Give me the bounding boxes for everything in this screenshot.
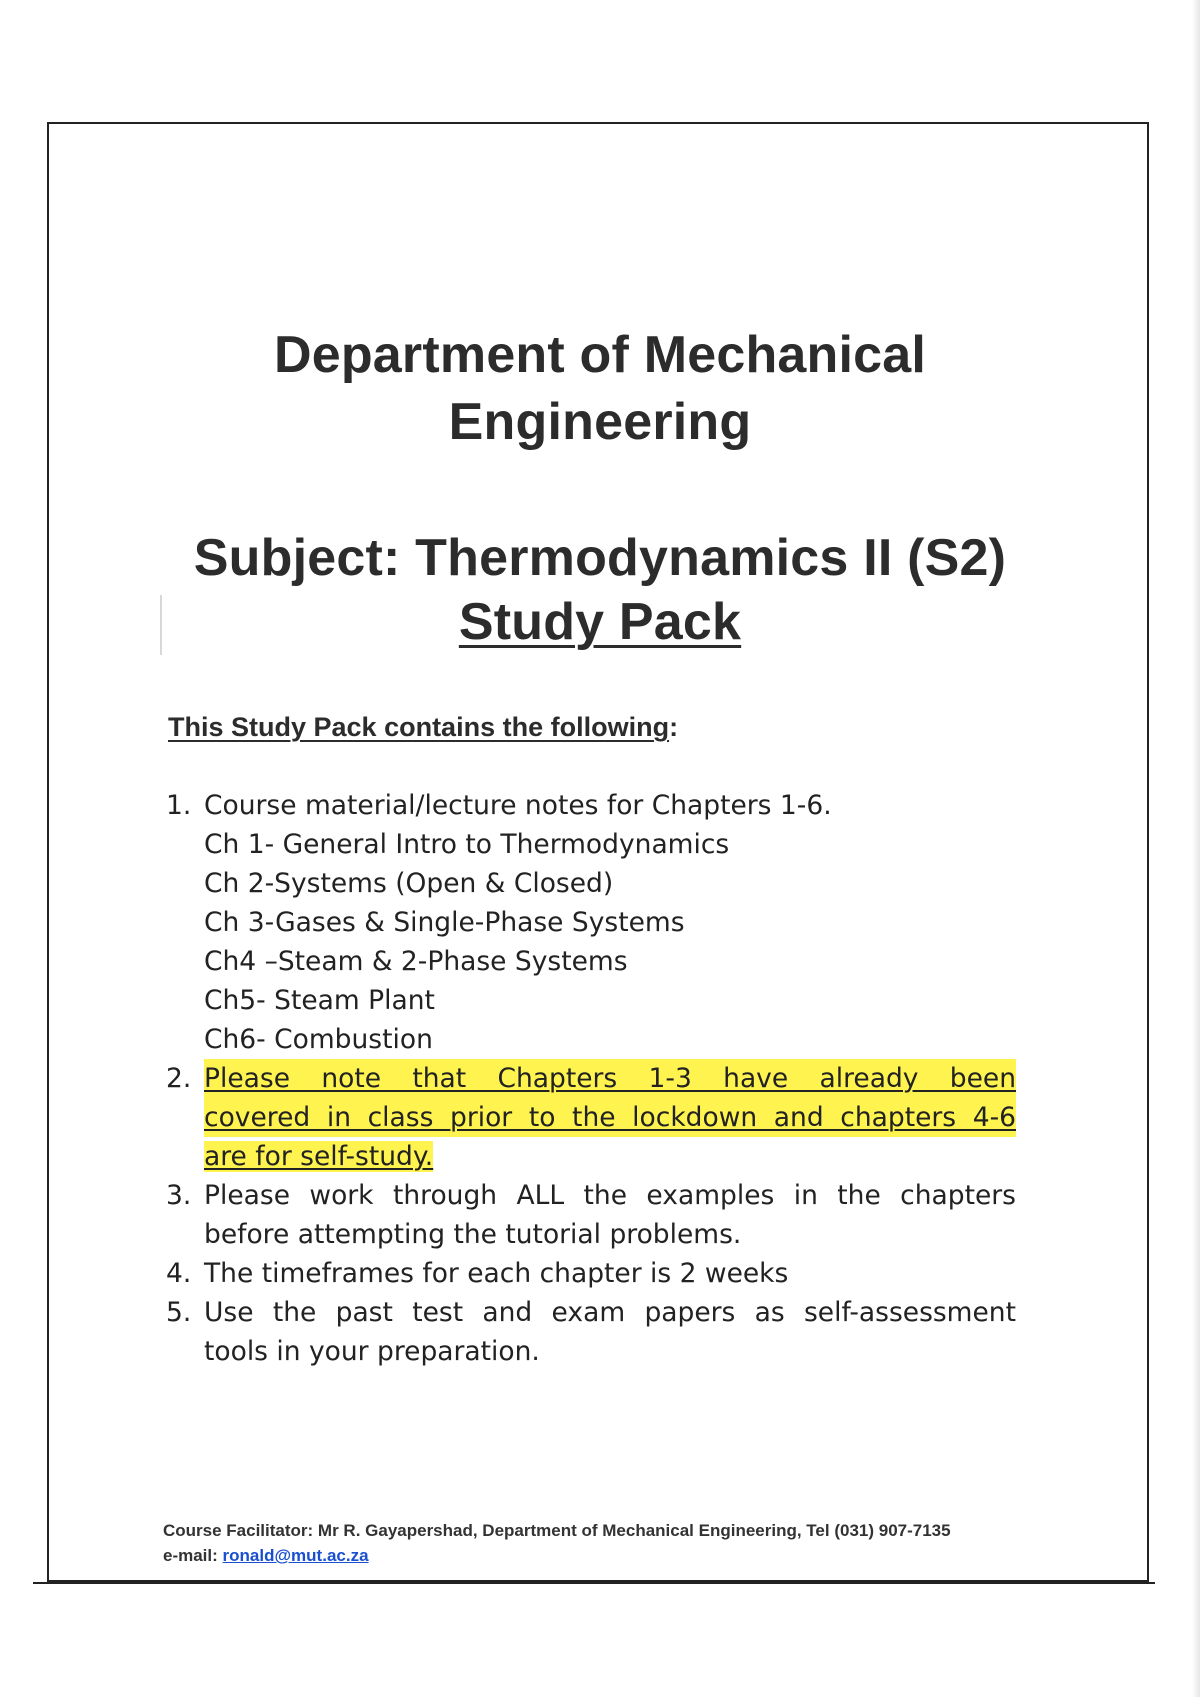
email-line — [163, 1543, 951, 1568]
contents-intro-colon: : — [669, 712, 679, 742]
list-item — [166, 1176, 1016, 1254]
chapter-entry: Ch 3-Gases & Single-Phase Systems — [204, 907, 685, 938]
subject-title: Subject: Thermodynamics II (S2) — [193, 529, 1007, 587]
bottom-rule — [33, 1582, 1155, 1584]
department-title-line1: Department of Mechanical — [273, 326, 927, 384]
contents-list — [166, 786, 1016, 1371]
chapter-entry: Ch6- Combustion — [204, 1024, 433, 1055]
list-item-text: before attempting the tutorial problems. — [204, 1219, 742, 1250]
list-number: 4. — [166, 1258, 192, 1289]
chapter-entry: Ch 2-Systems (Open & Closed) — [204, 868, 614, 899]
list-item-text: The timeframes for each chapter is 2 weeks — [204, 1258, 789, 1289]
scan-edge-shadow — [1192, 0, 1200, 1697]
list-number: 3. — [166, 1180, 192, 1211]
list-item-text: tools in your preparation. — [204, 1336, 540, 1367]
list-item-text: Course material/lecture notes for Chapters 1-6. — [204, 790, 832, 821]
department-title-line2: Engineering — [448, 393, 752, 451]
chapter-entry: Ch5- Steam Plant — [204, 985, 435, 1016]
list-item-text: Please work through ALL the examples in the chapters — [204, 1180, 1016, 1211]
contents-intro-text: This Study Pack contains the following — [168, 712, 670, 742]
chapter-entry: Ch 1- General Intro to Thermodynamics — [204, 829, 730, 860]
list-number: 2. — [166, 1063, 192, 1094]
footer — [163, 1518, 951, 1568]
list-number: 5. — [166, 1297, 192, 1328]
study-pack-title: Study Pack — [458, 593, 742, 651]
facilitator-info: Course Facilitator: Mr R. Gayapershad, Department of Mechanical Engineering, Tel (031) 907-7135 — [163, 1521, 951, 1540]
list-number: 1. — [166, 790, 192, 821]
list-item-text: Use the past test and exam papers as self-assessment — [204, 1297, 1016, 1328]
list-item — [166, 1254, 1016, 1293]
email-label: e-mail: — [163, 1546, 223, 1565]
chapter-entry: Ch4 –Steam & 2-Phase Systems — [204, 946, 628, 977]
email-link[interactable]: ronald@mut.ac.za — [222, 1546, 369, 1565]
highlighted-note-line: Please note that Chapters 1-3 have already been — [204, 1059, 1016, 1098]
list-item — [166, 1293, 1016, 1371]
highlighted-note-line: covered in class prior to the lockdown and chapters 4-6 — [204, 1098, 1016, 1137]
list-item-highlighted — [166, 1059, 1016, 1176]
list-item — [166, 786, 1016, 1059]
highlighted-note-line: are for self-study. — [204, 1141, 434, 1172]
contents-intro — [168, 712, 678, 743]
